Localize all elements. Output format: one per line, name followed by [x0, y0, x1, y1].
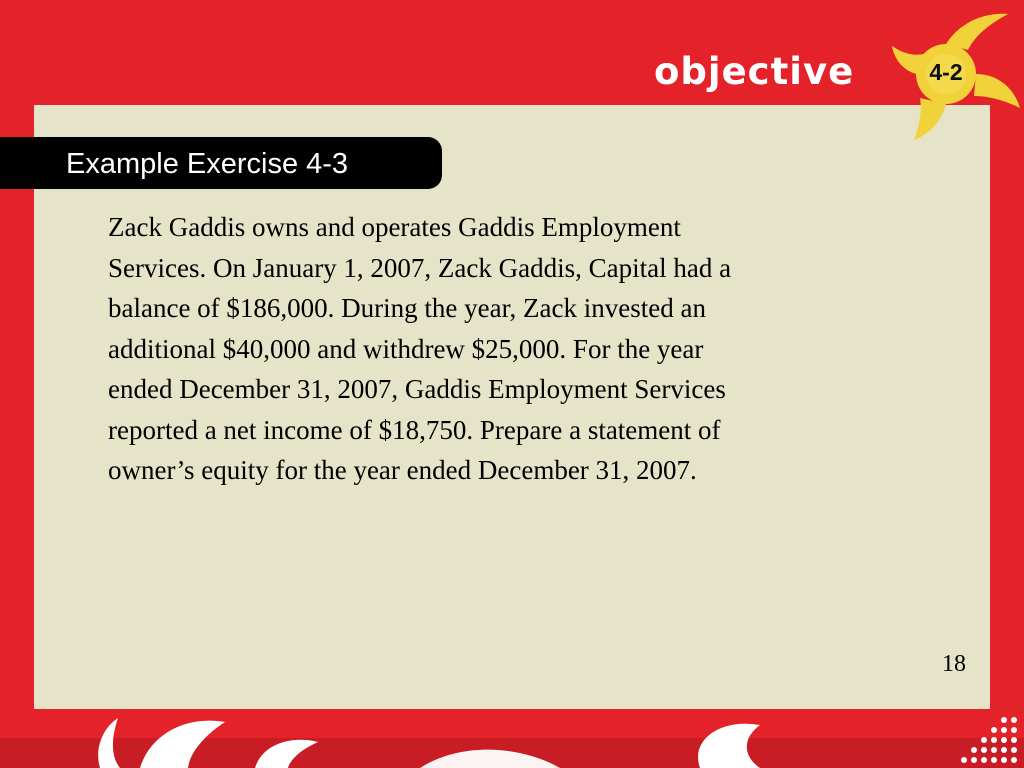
- text-line: Zack Gaddis owns and operates Gaddis Employment: [108, 212, 681, 242]
- page-number: 18: [942, 651, 966, 677]
- text-line: reported a net income of $18,750. Prepare a statement of: [108, 414, 721, 445]
- text-line: balance of $186,000. During the year, Zack invested an: [108, 293, 706, 323]
- objective-label: objective: [654, 50, 855, 93]
- text-line: ended December 31, 2007, Gaddis Employment Services: [108, 374, 726, 404]
- exercise-text: [108, 207, 928, 491]
- text-line: additional $40,000 and withdrew $25,000. For the year: [108, 333, 704, 364]
- slide-title: Example Exercise 4-3: [66, 148, 349, 180]
- text-line: owner’s equity for the year ended December 31, 2007.: [108, 455, 697, 485]
- text-line: Services. On January 1, 2007, Zack Gaddis, Capital had a: [108, 252, 732, 283]
- objective-number: 4-2: [929, 59, 963, 85]
